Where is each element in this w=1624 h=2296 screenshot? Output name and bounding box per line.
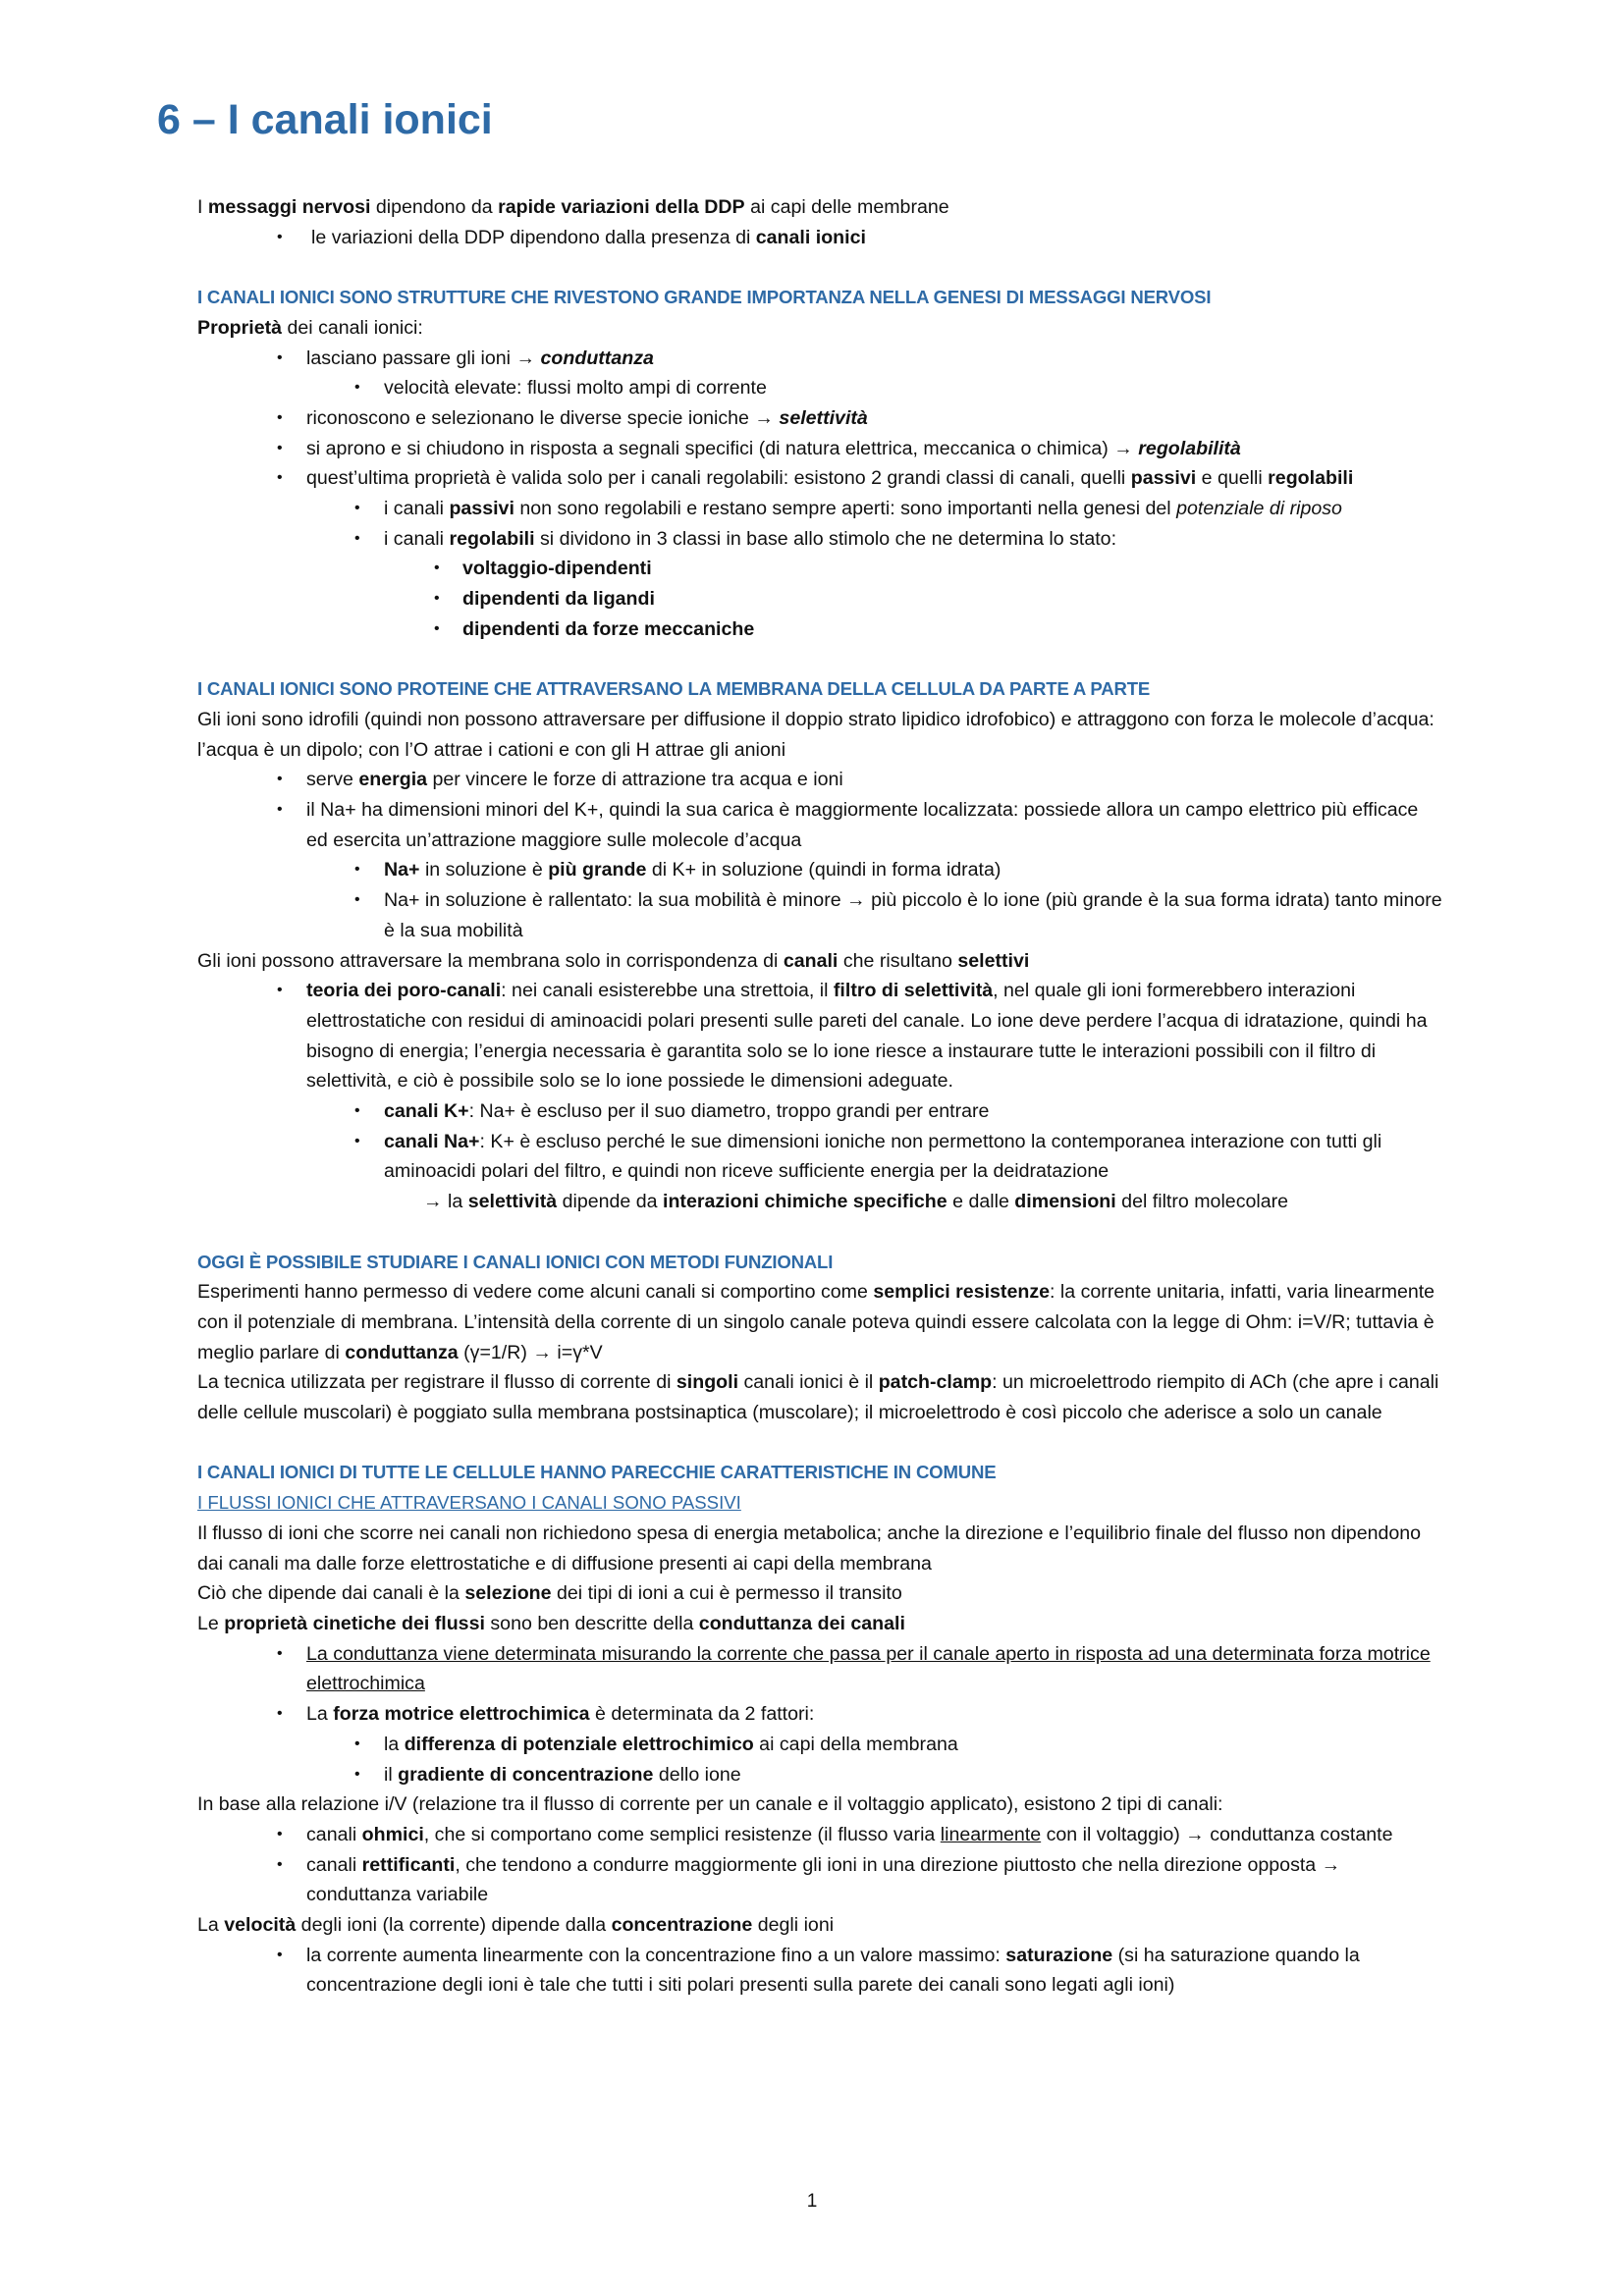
- list-item: • la differenza di potenziale elettrochimico ai capi della membrana: [197, 1730, 1444, 1760]
- list-item: • voltaggio-dipendenti: [197, 554, 1444, 584]
- list-item: • riconoscono e selezionano le diverse specie ioniche → selettività: [197, 403, 1444, 434]
- paragraph: Le proprietà cinetiche dei flussi sono ben descritte della conduttanza dei canali: [197, 1612, 905, 1634]
- section-heading-structures: I CANALI IONICI SONO STRUTTURE CHE RIVESTONO GRANDE IMPORTANZA NELLA GENESI DI MESSAGGI NERVOSI: [197, 287, 1212, 308]
- list-item: • si aprono e si chiudono in risposta a segnali specifici (di natura elettrica, meccanica o chimica) → regolabilità: [197, 434, 1444, 464]
- list-item: • La conduttanza viene determinata misurando la corrente che passa per il canale aperto in risposta ad una determinata forza motrice elettrochimica: [197, 1639, 1444, 1699]
- list-item: • canali Na+: K+ è escluso perché le sue dimensioni ioniche non permettono la contemporanea interazione con tutti gli aminoacidi polari del filtro, e quindi non riceve sufficiente energia per la deidratazione: [197, 1127, 1444, 1187]
- intro-bullet: • le variazioni della DDP dipendono dalla presenza di canali ionici: [197, 223, 1444, 253]
- subsection-heading-passive: I FLUSSI IONICI CHE ATTRAVERSANO I CANALI SONO PASSIVI: [197, 1492, 741, 1514]
- list-item: • teoria dei poro-canali: nei canali esisterebbe una strettoia, il filtro di selettività, nel quale gli ioni formerebbero interazioni elettrostatiche con residui di aminoacidi polari presenti sulle pareti del canale. Lo ione deve perdere l’acqua di idratazione, quindi ha bisogno di energia; l’energia necessaria è garantita solo se lo ione riesce a instaurare tutte le interazioni possibili con il filtro di selettività, e ciò è possibile solo se lo ione possiede le dimensioni adeguate.: [197, 976, 1444, 1096]
- list-item: • quest’ultima proprietà è valida solo per i canali regolabili: esistono 2 grandi classi di canali, quelli passivi e quelli regolabili: [197, 463, 1444, 494]
- page-number: 1: [806, 2191, 818, 2212]
- list-item: • il Na+ ha dimensioni minori del K+, quindi la sua carica è maggiormente localizzata: possiede allora un campo elettrico più efficace ed esercita un’attrazione maggiore sulle molecole d’acqua: [197, 795, 1444, 855]
- section-heading-common: I CANALI IONICI DI TUTTE LE CELLULE HANNO PARECCHIE CARATTERISTICHE IN COMUNE: [197, 1462, 997, 1483]
- list-item: • dipendenti da forze meccaniche: [197, 614, 1444, 645]
- paragraph: La velocità degli ioni (la corrente) dipende dalla concentrazione degli ioni: [197, 1914, 835, 1937]
- properties-intro: Proprietà dei canali ionici:: [197, 316, 423, 339]
- paragraph: Gli ioni sono idrofili (quindi non possono attraversare per diffusione il doppio strato lipidico idrofobico) e attraggono con forza le molecole d’acqua: l’acqua è un dipolo; con l’O attrae i cationi e con gli H attrae gli anioni: [197, 708, 1435, 761]
- list-item: • i canali regolabili si dividono in 3 classi in base allo stimolo che ne determina lo stato:: [197, 524, 1444, 555]
- list-item: • Na+ in soluzione è rallentato: la sua mobilità è minore → più piccolo è lo ione (più grande è la sua forma idrata) tanto minore è la sua mobilità: [197, 885, 1444, 945]
- list-item: • i canali passivi non sono regolabili e restano sempre aperti: sono importanti nella genesi del potenziale di riposo: [197, 494, 1444, 524]
- list-item: • velocità elevate: flussi molto ampi di corrente: [197, 373, 1444, 403]
- list-item: • Na+ in soluzione è più grande di K+ in soluzione (quindi in forma idrata): [197, 855, 1444, 885]
- list-item: • canali K+: Na+ è escluso per il suo diametro, troppo grandi per entrare: [197, 1096, 1444, 1127]
- page-title: 6 – I canali ionici: [157, 96, 493, 143]
- intro-paragraph: I messaggi nervosi dipendono da rapide variazioni della DDP ai capi delle membrane: [197, 196, 949, 218]
- paragraph: Esperimenti hanno permesso di vedere come alcuni canali si comportino come semplici resistenze: la corrente unitaria, infatti, varia linearmente con il potenziale di membrana. L’intensità della corrente di un singolo canale poteva quindi essere calcolata con la legge di Ohm: i=V/R; tuttavia è meglio parlare di conduttanza (γ=1/R) → i=γ*V: [197, 1281, 1435, 1363]
- list-item: • La forza motrice elettrochimica è determinata da 2 fattori:: [197, 1699, 1444, 1730]
- paragraph: Il flusso di ioni che scorre nei canali non richiedono spesa di energia metabolica; anche la direzione e l’equilibrio finale del flusso non dipendono dai canali ma dalle forze elettrostatiche e di diffusione presenti ai capi della membrana: [197, 1522, 1422, 1575]
- paragraph: In base alla relazione i/V (relazione tra il flusso di corrente per un canale e il voltaggio applicato), esistono 2 tipi di canali:: [197, 1793, 1223, 1816]
- list-item: • canali rettificanti, che tendono a condurre maggiormente gli ioni in una direzione piuttosto che nella direzione opposta → conduttanza variabile: [197, 1850, 1444, 1910]
- arrow-conclusion: → la selettività dipende da interazioni chimiche specifiche e dalle dimensioni del filtro molecolare: [423, 1191, 1289, 1213]
- list-item: • lasciano passare gli ioni → conduttanza: [197, 344, 1444, 374]
- list-item: • dipendenti da ligandi: [197, 584, 1444, 614]
- list-item: • serve energia per vincere le forze di attrazione tra acqua e ioni: [197, 765, 1444, 795]
- list-item: • canali ohmici, che si comportano come semplici resistenze (il flusso varia linearmente con il voltaggio) → conduttanza costante: [197, 1820, 1444, 1850]
- paragraph: La tecnica utilizzata per registrare il flusso di corrente di singoli canali ionici è il patch-clamp: un microelettrodo riempito di ACh (che apre i canali delle cellule muscolari) è poggiato sulla membrana postsinaptica (muscolare); il microelettrodo è così piccolo che aderisce a solo un canale: [197, 1371, 1439, 1424]
- section-heading-methods: OGGI È POSSIBILE STUDIARE I CANALI IONICI CON METODI FUNZIONALI: [197, 1251, 834, 1272]
- section-heading-proteins: I CANALI IONICI SONO PROTEINE CHE ATTRAVERSANO LA MEMBRANA DELLA CELLULA DA PARTE A PARTE: [197, 678, 1151, 700]
- list-item: • il gradiente di concentrazione dello ione: [197, 1760, 1444, 1790]
- paragraph: Gli ioni possono attraversare la membrana solo in corrispondenza di canali che risultano selettivi: [197, 949, 1030, 972]
- list-item: • la corrente aumenta linearmente con la concentrazione fino a un valore massimo: saturazione (si ha saturazione quando la concentrazione degli ioni è tale che tutti i siti polari presenti sulla parete dei canali sono legati agli ioni): [197, 1941, 1444, 2001]
- paragraph: Ciò che dipende dai canali è la selezione dei tipi di ioni a cui è permesso il transito: [197, 1582, 902, 1605]
- document-body: [197, 192, 1444, 2001]
